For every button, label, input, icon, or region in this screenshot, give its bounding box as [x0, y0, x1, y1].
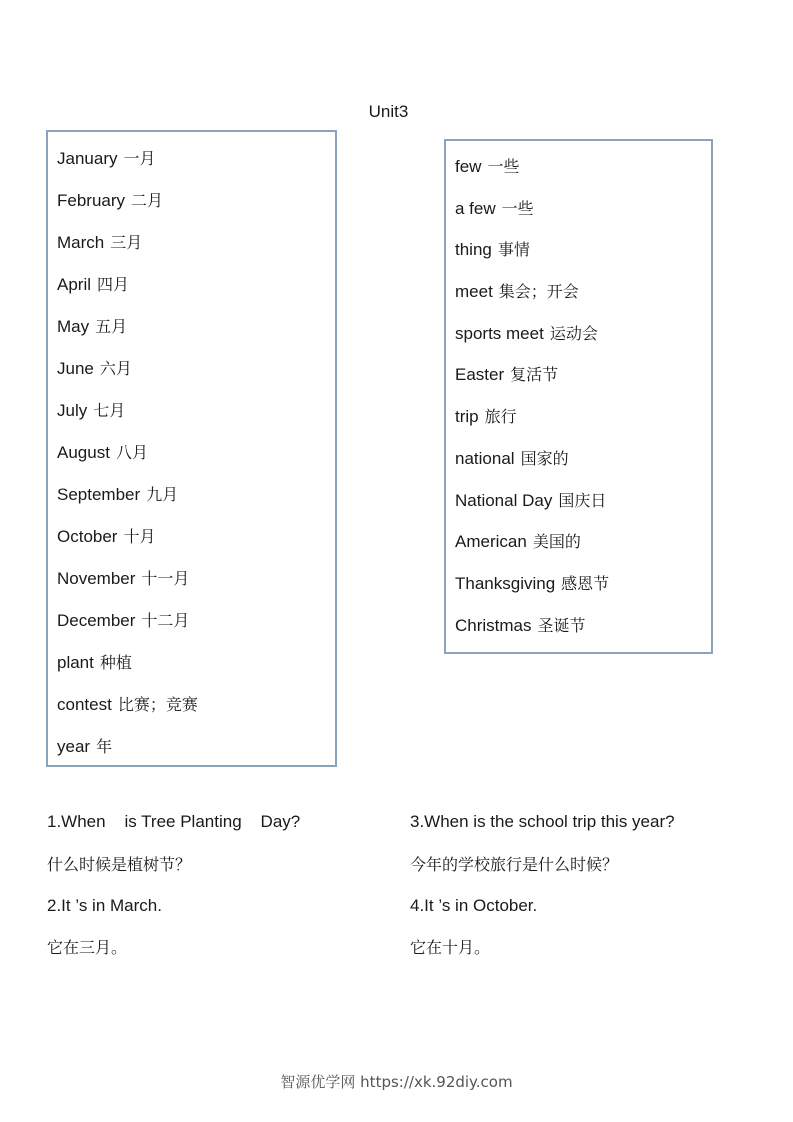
vocab-row: [48, 401, 335, 443]
vocab-cn: 圣诞节: [537, 615, 586, 635]
vocab-cn: 五月: [95, 317, 128, 336]
vocab-en: contest: [57, 695, 112, 714]
vocab-row: [446, 157, 711, 199]
vocab-en: year: [57, 737, 91, 756]
vocab-row: [48, 695, 335, 737]
vocab-en: sports meet: [455, 323, 544, 343]
vocab-en: Easter: [455, 365, 505, 385]
vocab-cn: 运动会: [549, 323, 598, 343]
vocab-cn: 旅行: [484, 407, 517, 427]
vocab-row: [446, 240, 711, 282]
vocab-en: National Day: [455, 490, 553, 510]
vocab-row: [446, 532, 711, 574]
vocab-cn: 集会；开会: [498, 282, 579, 302]
vocab-row: [446, 199, 711, 241]
vocab-row: [48, 191, 335, 233]
vocab-en: thing: [455, 240, 492, 260]
vocab-en: a few: [455, 198, 496, 218]
vocab-cn: 七月: [93, 401, 126, 420]
vocab-en: meet: [455, 282, 493, 302]
vocab-box-left: [46, 130, 337, 767]
vocab-cn: 国家的: [520, 448, 569, 468]
vocab-cn: 二月: [131, 191, 164, 210]
vocab-row: [48, 653, 335, 695]
vocab-cn: 八月: [115, 443, 148, 462]
page-title: Unit3: [368, 102, 409, 121]
vocab-row: [446, 491, 711, 533]
footer-watermark: 智源优学网 https://xk.92diy.com: [280, 1073, 513, 1091]
vocab-row: [48, 359, 335, 401]
vocab-row: [446, 574, 711, 616]
vocab-en: August: [57, 443, 110, 462]
vocab-cn: 一月: [123, 149, 156, 168]
vocab-row: [48, 569, 335, 611]
sentence-q1-translation: 什么时候是植树节？: [47, 855, 192, 874]
vocab-cn: 六月: [99, 359, 132, 378]
vocab-row: [48, 611, 335, 653]
vocab-row: [48, 485, 335, 527]
vocab-cn: 年: [96, 737, 113, 756]
vocab-row: [446, 407, 711, 449]
vocab-en: Thanksgiving: [455, 573, 556, 593]
sentence-a2: 2.It ’s in March.: [47, 896, 162, 915]
vocab-cn: 种植: [99, 653, 132, 672]
vocab-cn: 一些: [501, 198, 534, 218]
sentence-a4: 4.It ’s in October.: [410, 896, 538, 915]
vocab-box-right: [444, 139, 713, 654]
vocab-cn: 国庆日: [558, 490, 607, 510]
sentence-q3: 3.When is the school trip this year?: [410, 812, 675, 831]
vocab-en: February: [57, 191, 126, 210]
vocab-en: April: [57, 275, 92, 294]
vocab-row: [446, 324, 711, 366]
vocab-en: January: [57, 149, 118, 168]
vocab-cn: 事情: [497, 240, 530, 260]
vocab-en: June: [57, 359, 94, 378]
sentence-q3-translation: 今年的学校旅行是什么时候？: [410, 855, 619, 874]
vocab-en: few: [455, 157, 482, 176]
vocab-row: [48, 233, 335, 275]
vocab-cn: 十二月: [141, 611, 190, 630]
vocab-cn: 九月: [146, 485, 179, 504]
vocab-row: [446, 282, 711, 324]
sentence-a2-translation: 它在三月。: [47, 938, 128, 957]
vocab-row: [48, 737, 335, 779]
vocab-cn: 四月: [97, 275, 130, 294]
vocab-row: [48, 149, 335, 191]
vocab-en: plant: [57, 653, 94, 672]
vocab-en: May: [57, 317, 90, 336]
vocab-row: [48, 275, 335, 317]
vocab-cn: 感恩节: [561, 573, 610, 593]
vocab-cn: 美国的: [532, 532, 581, 552]
vocab-row: [48, 443, 335, 485]
vocab-en: September: [57, 485, 141, 504]
vocab-en: November: [57, 569, 136, 588]
vocab-cn: 复活节: [510, 365, 559, 385]
vocab-en: national: [455, 448, 515, 468]
vocab-cn: 一些: [487, 157, 520, 176]
vocab-row: [48, 527, 335, 569]
vocab-cn: 十月: [123, 527, 156, 546]
vocab-en: July: [57, 401, 88, 420]
sentence-q1: 1.When is Tree Planting Day?: [47, 812, 301, 831]
vocab-cn: 比赛；竞赛: [117, 695, 198, 714]
vocab-row: [446, 365, 711, 407]
vocab-en: Christmas: [455, 615, 532, 635]
vocab-row: [446, 449, 711, 491]
vocab-en: October: [57, 527, 118, 546]
vocab-en: trip: [455, 407, 479, 427]
vocab-row: [446, 616, 711, 658]
vocab-cn: 三月: [110, 233, 143, 252]
sentence-a4-translation: 它在十月。: [410, 938, 491, 957]
vocab-en: March: [57, 233, 105, 252]
vocab-row: [48, 317, 335, 359]
vocab-cn: 十一月: [141, 569, 190, 588]
vocab-en: American: [455, 532, 527, 552]
vocab-en: December: [57, 611, 136, 630]
